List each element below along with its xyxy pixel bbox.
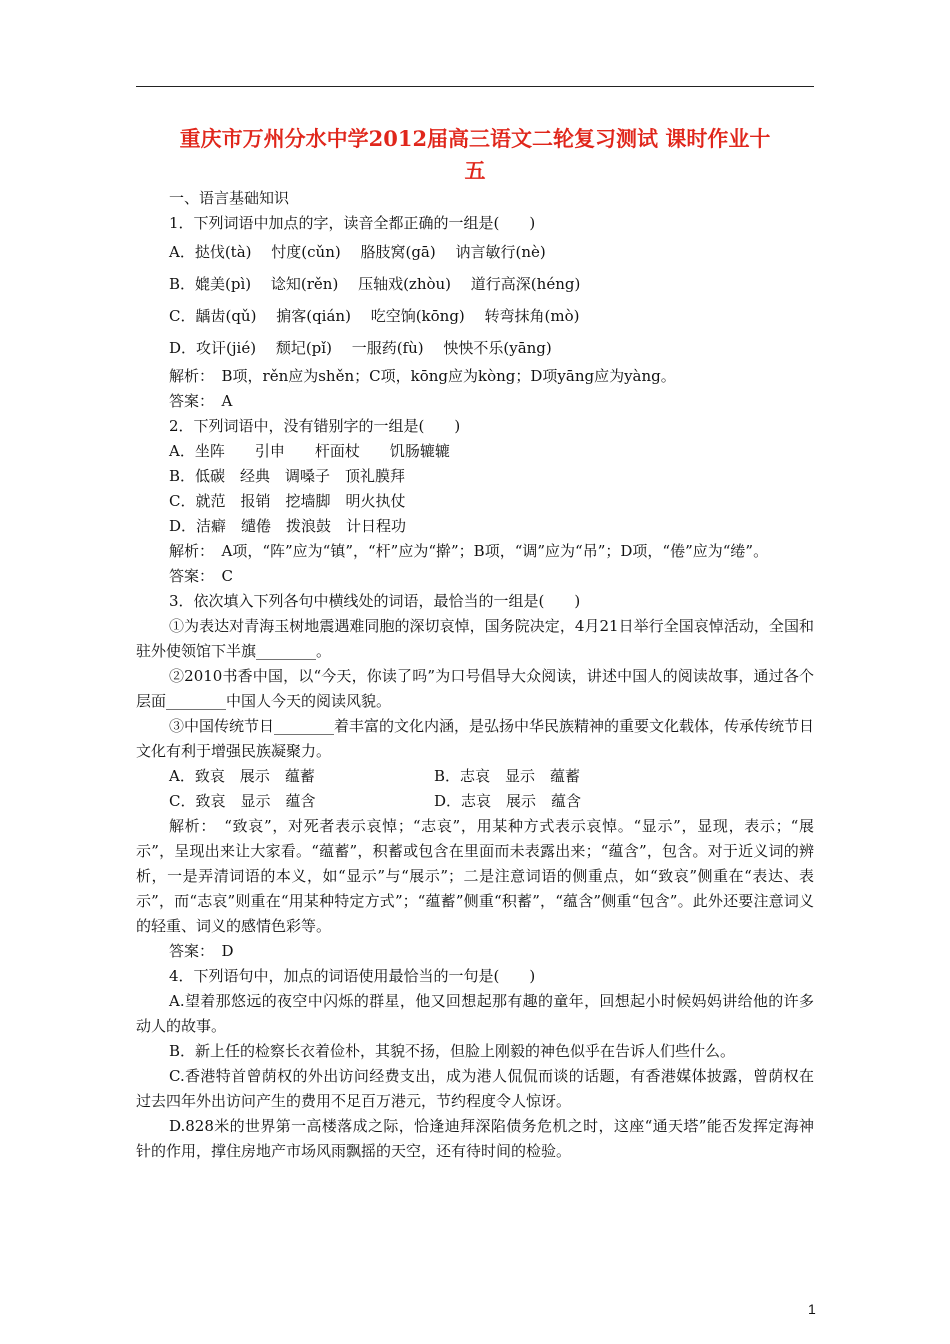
question-4-option-d: D.828米的世界第一高楼落成之际，恰逢迪拜深陷债务危机之时，这座“通天塔”能否发挥定海神针的作用，撑住房地产市场风雨飘摇的天空，还有待时间的检验。 <box>136 1117 814 1160</box>
question-4-option-b: B．新上任的检察长衣着俭朴，其貌不扬，但脸上刚毅的神色似乎在告诉人们些什么。 <box>169 1042 736 1060</box>
page-number: 1 <box>808 1301 816 1317</box>
section-heading: 一、语言基础知识 <box>169 189 290 207</box>
question-3-option-d: D．志哀 展示 蕴含 <box>434 792 582 810</box>
question-4-option-c: C.香港特首曾荫权的外出访问经费支出，成为港人侃侃而谈的话题，有香港媒体披露，曾荫权在过去四年外出访问产生的费用不足百万港元，节约程度令人惊讶。 <box>136 1067 814 1110</box>
question-3-analysis: 解析： “致哀”，对死者表示哀悼；“志哀”，用某种方式表示哀悼。“显示”，显现，表示；“展示”，呈现出来让大家看。“蕴蓄”，积蓄或包含在里面而未表露出来；“蕴含”，包含。对于近义词的辨析，一是弄清词语的本义，如“显示”与“展示”；二是注意词语的侧重点，如“致哀”侧重在“表达、表示”，而“志哀”则重在“用某种特定方式”；“蕴蓄”侧重“积蓄”，“蕴含”侧重“包含”。此外还要注意词义的轻重、词义的感情色彩等。 <box>136 817 814 935</box>
question-2-option-c: C．就范 报销 挖墙脚 明火执仗 <box>169 492 406 510</box>
question-1-answer: 答案： A <box>169 392 233 410</box>
question-1-stem: 1．下列词语中加点的字，读音全都正确的一组是( ) <box>169 214 536 232</box>
question-3-answer: 答案： D <box>169 942 234 960</box>
question-3-sentence-2: ②2010书香中国，以“今天，你读了吗”为口号倡导大众阅读，讲述中国人的阅读故事，通过各个层面________中国人今天的阅读风貌。 <box>136 667 814 710</box>
question-3-options-row-2 <box>136 789 814 814</box>
document-body <box>136 186 814 1164</box>
header-rule <box>136 86 814 87</box>
document-title-line1: 重庆市万州分水中学2012届高三语文二轮复习测试 课时作业十 <box>179 126 771 151</box>
question-3-options-row-1 <box>136 764 814 789</box>
question-3-option-a: A．致哀 展示 蕴蓄 <box>169 767 315 785</box>
question-3-option-c: C．致哀 显示 蕴含 <box>169 792 316 810</box>
question-2-option-b: B．低碳 经典 调嗓子 顶礼膜拜 <box>169 467 406 485</box>
question-4-stem: 4．下列语句中，加点的词语使用最恰当的一句是( ) <box>169 967 536 985</box>
question-1-option-d: D．攻讦(jié) 颓圮(pǐ) 一服药(fù) 怏怏不乐(yāng) <box>169 339 552 357</box>
question-3-stem: 3．依次填入下列各句中横线处的词语，最恰当的一组是( ) <box>169 592 581 610</box>
question-4-option-a: A.望着那悠远的夜空中闪烁的群星，他又回想起那有趣的童年，回想起小时候妈妈讲给他的许多动人的故事。 <box>136 992 814 1035</box>
question-3-sentence-1: ①为表达对青海玉树地震遇难同胞的深切哀悼，国务院决定，4月21日举行全国哀悼活动，全国和驻外使领馆下半旗________。 <box>136 617 814 660</box>
question-1-option-a: A．挞伐(tà) 忖度(cǔn) 胳肢窝(gā) 讷言敏行(nè) <box>169 243 546 261</box>
question-3-sentence-3: ③中国传统节日________着丰富的文化内涵，是弘扬中华民族精神的重要文化载体，传承传统节日文化有利于增强民族凝聚力。 <box>136 717 815 760</box>
question-2-option-a: A．坐阵 引申 杆面杖 饥肠辘辘 <box>169 442 450 460</box>
question-1-option-b: B．媲美(pì) 谂知(rěn) 压轴戏(zhòu) 道行高深(héng) <box>169 275 581 293</box>
question-3-option-b: B．志哀 显示 蕴蓄 <box>434 767 581 785</box>
question-2-analysis: 解析： A项，“阵”应为“镇”，“杆”应为“擀”；B项，“调”应为“吊”；D项，“倦”应为“绻”。 <box>169 542 769 560</box>
question-2-answer: 答案： C <box>169 567 233 585</box>
question-1-analysis: 解析： B项，rěn应为shěn；C项，kōng应为kòng；D项yāng应为yàng。 <box>169 367 676 385</box>
question-2-stem: 2．下列词语中，没有错别字的一组是( ) <box>169 417 461 435</box>
question-1-option-c: C．龋齿(qǔ) 掮客(qián) 吃空饷(kōng) 转弯抹角(mò) <box>169 307 580 325</box>
question-2-option-d: D．洁癖 缱倦 拨浪鼓 计日程功 <box>169 517 407 535</box>
document-title-line2: 五 <box>464 158 486 183</box>
